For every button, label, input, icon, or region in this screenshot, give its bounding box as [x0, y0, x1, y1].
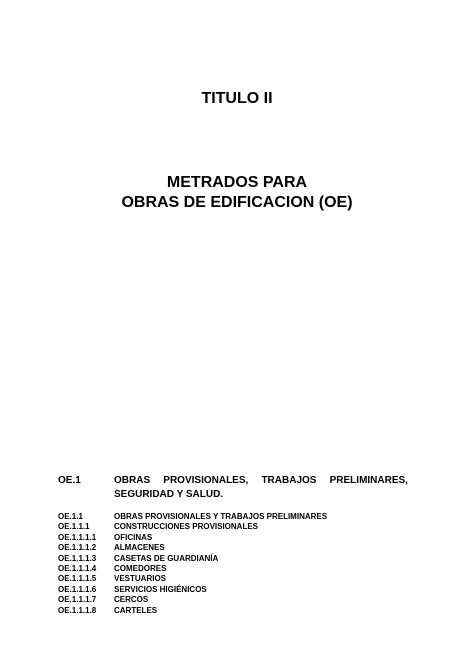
section-title-word: OBRAS — [114, 475, 151, 486]
subtitle-line-1: METRADOS PARA — [166, 174, 308, 191]
list-item — [58, 543, 418, 553]
list-item — [58, 512, 418, 522]
subtitle-line-2: OBRAS DE EDIFICACION (OE) — [121, 194, 353, 211]
document-title: TITULO II — [201, 90, 273, 107]
section-title-word: TRABAJOS — [261, 475, 317, 486]
item-label: COMEDORES — [114, 564, 167, 574]
item-code: OE.1.1 — [58, 512, 83, 521]
list-item — [58, 606, 418, 616]
item-label: CERCOS — [114, 595, 149, 605]
item-label: OFICINAS — [114, 532, 153, 542]
item-code: OE.1.1.1.8 — [58, 605, 97, 615]
section-title-word: PROVISIONALES, — [163, 475, 249, 486]
item-code: OE.1.1.1.4 — [58, 564, 97, 574]
list-item — [58, 554, 418, 564]
section-title — [114, 474, 408, 502]
section-title-line-1 — [114, 474, 408, 488]
list-item — [58, 564, 418, 574]
list-item — [58, 585, 418, 595]
list-item — [58, 533, 418, 543]
item-label: CARTELES — [114, 605, 158, 615]
item-code: OE.1.1.1.3 — [58, 553, 97, 563]
item-label: CASETAS DE GUARDIANÍA — [114, 553, 219, 563]
item-label: SERVICIOS HIGIÉNICOS — [114, 584, 207, 594]
item-label: OBRAS PROVISIONALES Y TRABAJOS PRELIMINARES — [114, 512, 328, 521]
item-code: OE.1.1.1.7 — [58, 595, 97, 605]
item-list — [58, 512, 418, 616]
list-item — [58, 522, 418, 532]
item-label: CONSTRUCCIONES PROVISIONALES — [114, 522, 259, 532]
item-code: OE.1.1.1 — [58, 522, 90, 532]
item-code: OE.1.1.1.5 — [58, 574, 97, 584]
document-subtitle — [0, 173, 474, 213]
section-title-line-2: SEGURIDAD Y SALUD. — [114, 489, 224, 500]
item-label: ALMACENES — [114, 543, 165, 553]
list-item — [58, 595, 418, 605]
item-code: OE.1.1.1.2 — [58, 543, 97, 553]
item-label: VESTUARIOS — [114, 574, 167, 584]
section-title-word: PRELIMINARES, — [329, 475, 408, 486]
list-item — [58, 574, 418, 584]
section-heading — [58, 474, 408, 502]
item-code: OE.1.1.1.6 — [58, 584, 97, 594]
section-code: OE.1 — [58, 475, 81, 486]
item-code: OE.1.1.1.1 — [58, 532, 97, 542]
